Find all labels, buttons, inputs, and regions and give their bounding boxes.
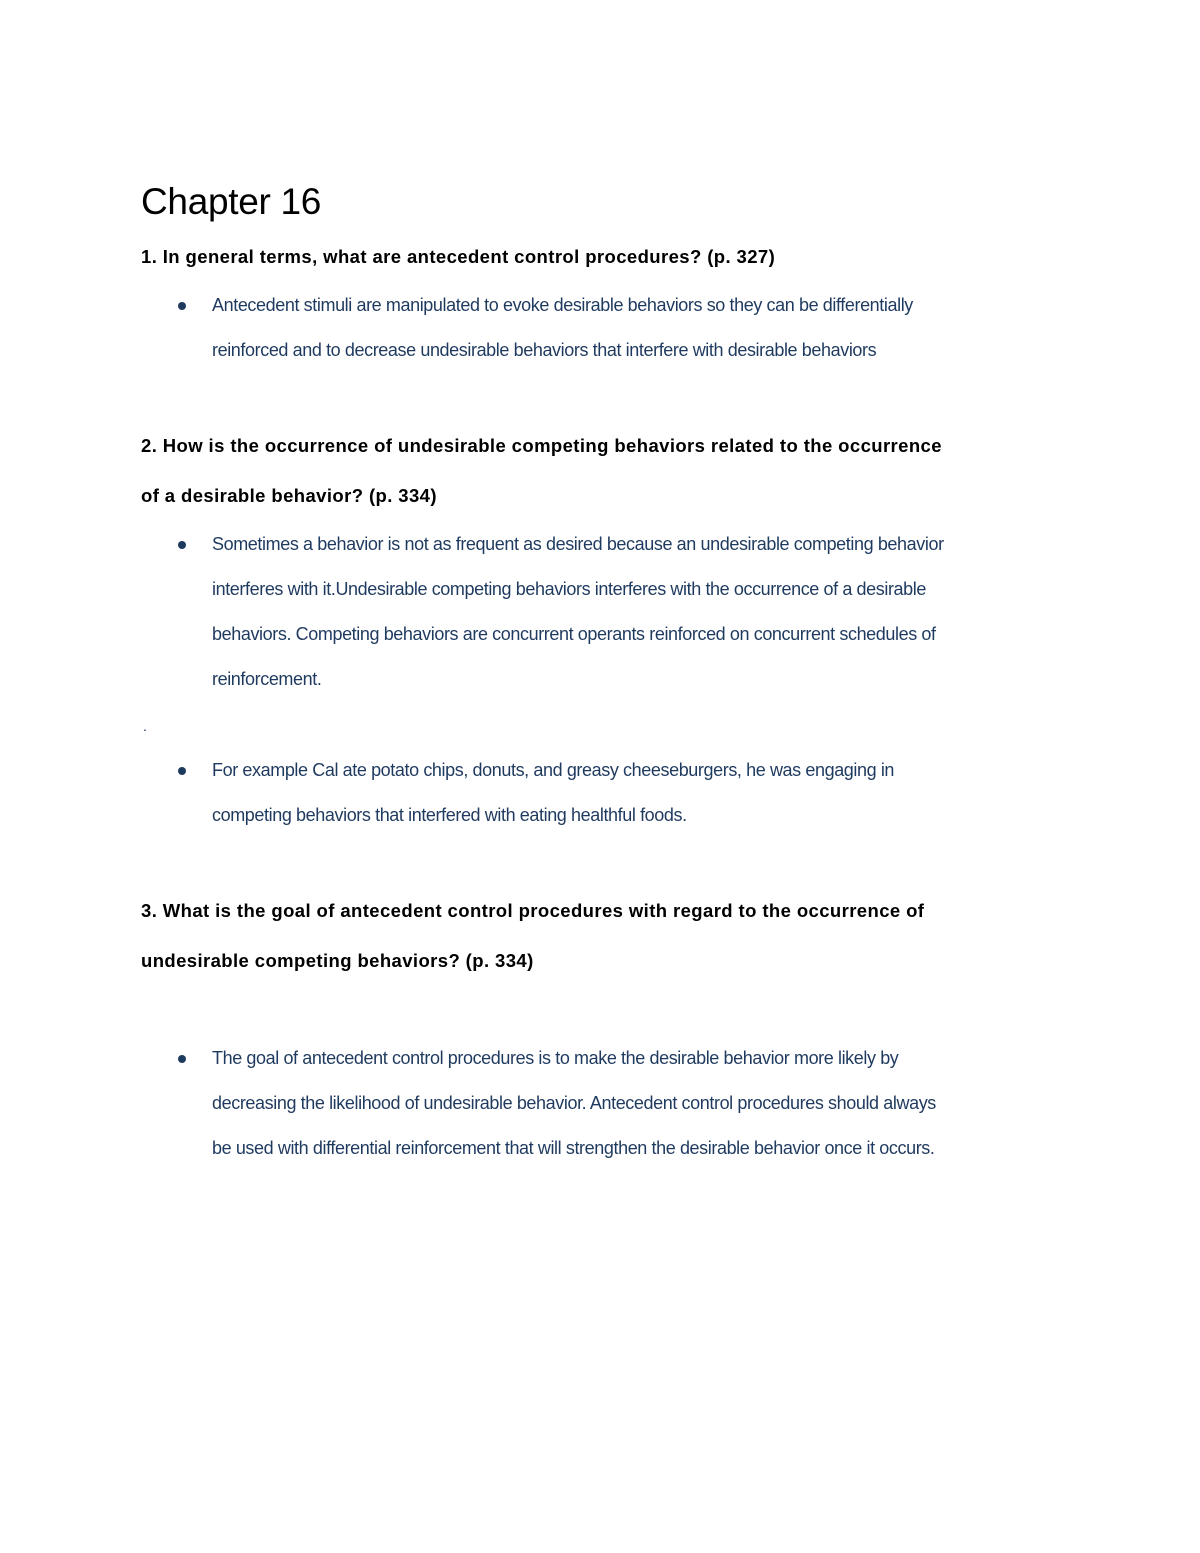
stray-period: .	[143, 718, 147, 734]
answer-3-line-1: For example Cal ate potato chips, donuts, and greasy cheeseburgers, he was engaging in	[212, 760, 895, 780]
question-1-line-1: 1. In general terms, what are antecedent control procedures? (p. 327)	[141, 246, 776, 267]
answer-3-line-2: competing behaviors that interfered with eating healthful foods.	[212, 805, 687, 825]
question-3-line-2: undesirable competing behaviors? (p. 334)	[141, 950, 534, 971]
answer-4-line-3: be used with differential reinforcement that will strengthen the desirable behavior once it occurs.	[212, 1138, 935, 1158]
answer-4-line-2: decreasing the likelihood of undesirable behavior. Antecedent control procedures should always	[212, 1093, 936, 1113]
answer-1-line-1: Antecedent stimuli are manipulated to evoke desirable behaviors so they can be differentially	[212, 295, 913, 315]
question-3-line-1: 3. What is the goal of antecedent control procedures with regard to the occurrence of	[141, 900, 925, 921]
bullet-icon	[178, 1055, 186, 1063]
answer-1-line-2: reinforced and to decrease undesirable behaviors that interfere with desirable behaviors	[212, 340, 877, 360]
question-2-line-2: of a desirable behavior? (p. 334)	[141, 485, 437, 506]
bullet-icon	[178, 541, 186, 549]
bullet-icon	[178, 767, 186, 775]
answer-2-line-2: interferes with it.Undesirable competing behaviors interferes with the occurrence of a desirable	[212, 579, 926, 599]
answer-2-line-3: behaviors. Competing behaviors are concurrent operants reinforced on concurrent schedules of	[212, 624, 936, 644]
answer-2-line-1: Sometimes a behavior is not as frequent as desired because an undesirable competing behavior	[212, 534, 944, 554]
answer-4-line-1: The goal of antecedent control procedures is to make the desirable behavior more likely by	[212, 1048, 899, 1068]
answer-2-line-4: reinforcement.	[212, 669, 322, 689]
bullet-icon	[178, 302, 186, 310]
question-2-line-1: 2. How is the occurrence of undesirable competing behaviors related to the occurrence	[141, 435, 942, 456]
chapter-title: Chapter 16	[141, 181, 322, 222]
